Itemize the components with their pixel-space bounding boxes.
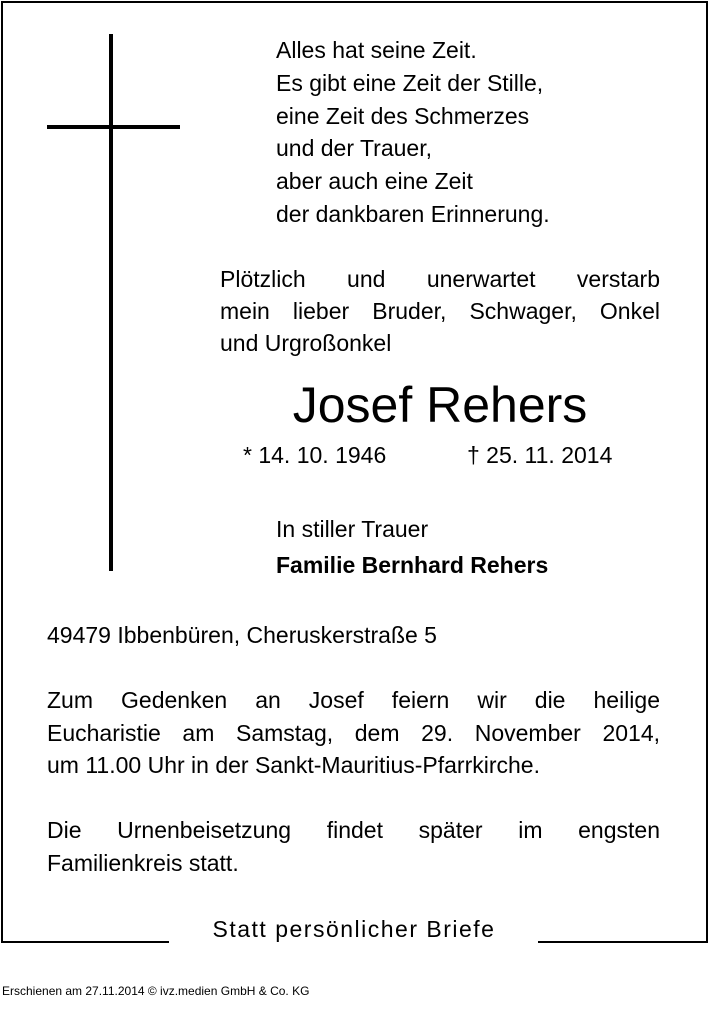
- frame-top-border: [1, 1, 708, 3]
- birth-date: * 14. 10. 1946: [243, 442, 387, 468]
- death-date: † 25. 11. 2014: [467, 442, 613, 468]
- paragraph-line: Die Urnenbeisetzung findet später im engsten: [47, 817, 660, 843]
- paragraph-line: Familienkreis statt.: [47, 849, 239, 876]
- no-letters-notice: Statt persönlicher Briefe: [212, 916, 496, 942]
- address: 49479 Ibbenbüren, Cheruskerstraße 5: [47, 622, 437, 648]
- poem-line: der dankbaren Erinnerung.: [276, 200, 550, 227]
- deceased-name: Josef Rehers: [292, 377, 588, 433]
- announcement-line: und Urgroßonkel: [220, 330, 392, 356]
- frame-bottom-border-left: [1, 941, 169, 943]
- family-name: Familie Bernhard Rehers: [276, 552, 549, 578]
- poem: [276, 34, 550, 231]
- announcement-line: Plötzlich und unerwartet verstarb: [220, 266, 660, 292]
- cross-horizontal-bar: [47, 125, 180, 129]
- paragraph-line: Zum Gedenken an Josef feiern wir die heilige: [47, 687, 660, 713]
- paragraph-line: um 11.00 Uhr in der Sankt-Mauritius-Pfarrkirche.: [47, 752, 540, 778]
- poem-line: und der Trauer,: [276, 135, 432, 162]
- poem-line: Alles hat seine Zeit.: [276, 37, 477, 63]
- cross-vertical-bar: [109, 34, 113, 571]
- paragraph-line: Eucharistie am Samstag, dem 29. November 2014,: [47, 719, 660, 746]
- poem-line: Es gibt eine Zeit der Stille,: [276, 69, 544, 96]
- frame-left-border: [1, 1, 3, 943]
- burial-text: [47, 814, 660, 879]
- poem-line: aber auch eine Zeit: [276, 168, 473, 195]
- frame-bottom-border-right: [538, 941, 708, 943]
- death-announcement: [220, 263, 660, 359]
- announcement-line: mein lieber Bruder, Schwager, Onkel: [220, 298, 660, 324]
- mourning-phrase: In stiller Trauer: [276, 516, 429, 542]
- poem-line: eine Zeit des Schmerzes: [276, 102, 530, 129]
- mourners: [276, 511, 548, 583]
- publication-footer: Erschienen am 27.11.2014 © ivz.medien GmbH & Co. KG: [2, 984, 310, 998]
- memorial-mass-text: [47, 684, 660, 782]
- frame-right-border: [706, 1, 708, 943]
